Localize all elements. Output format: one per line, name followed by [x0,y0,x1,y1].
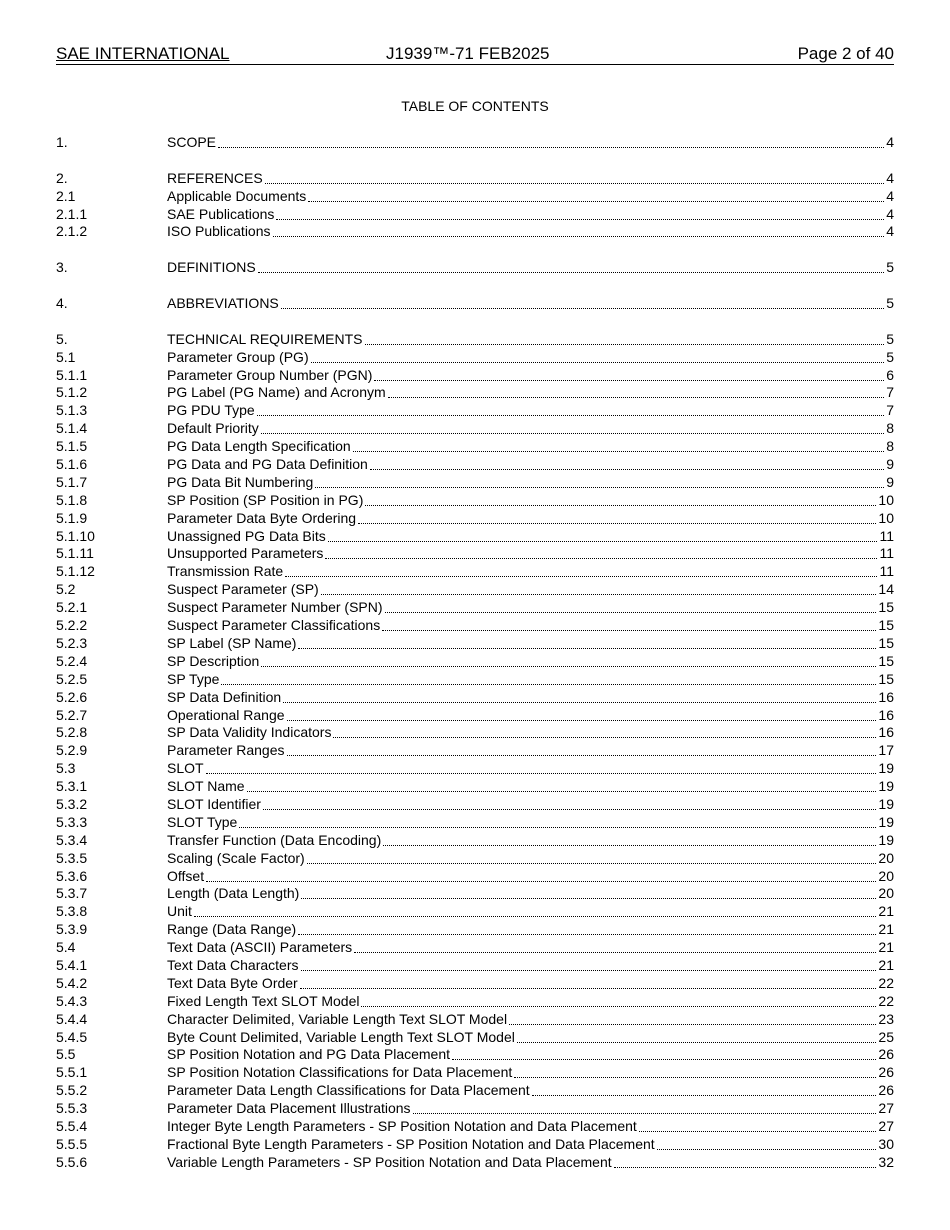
toc-entry-page: 15 [878,634,894,651]
toc-entry-title: Text Data Byte Order [167,974,298,991]
toc-entry-page: 20 [878,849,894,866]
toc-dot-leader [301,957,877,971]
toc-dot-leader [287,707,877,721]
toc-entry-number: 2.1 [56,187,76,204]
toc-entry-page: 7 [886,384,894,401]
toc-dot-leader [285,563,877,577]
toc-entry-page: 19 [878,795,894,812]
toc-entry-number: 5.1.1 [56,366,88,383]
toc-entry-page: 14 [878,581,894,598]
toc-entry[interactable] [56,545,894,563]
toc-entry[interactable] [56,707,894,725]
toc-entry-page: 22 [878,992,894,1009]
toc-entry-title: Transmission Rate [167,563,284,580]
toc-entry-title: Text Data Characters [167,956,299,973]
toc-entry-title: Parameter Data Byte Ordering [167,509,357,526]
header-page-number: Page 2 of 40 [797,44,894,63]
toc-entry[interactable] [56,563,894,581]
toc-dot-leader [657,1136,877,1150]
toc-entry-number: 5.3.4 [56,831,88,848]
toc-entry[interactable] [56,349,894,367]
toc-entry-title: Suspect Parameter Classifications [167,617,381,634]
toc-entry[interactable] [56,1082,894,1100]
toc-entry[interactable] [56,671,894,689]
toc-entry[interactable] [56,957,894,975]
toc-entry[interactable] [56,1029,894,1047]
toc-dot-leader [311,349,885,363]
toc-dot-leader [325,545,877,559]
toc-entry-number: 5.1 [56,348,76,365]
toc-entry-title: SLOT Name [167,778,245,795]
toc-entry[interactable] [56,885,894,903]
toc-entry-page: 9 [886,456,894,473]
toc-entry-number: 5.1.8 [56,491,88,508]
toc-entry[interactable] [56,635,894,653]
toc-entry-page: 4 [886,205,894,222]
toc-entry-number: 5.3.2 [56,795,88,812]
toc-entry[interactable] [56,993,894,1011]
toc-entry-page: 6 [886,366,894,383]
toc-entry-title: Parameter Data Placement Illustrations [167,1100,411,1117]
toc-entry-number: 5.3.7 [56,885,88,902]
toc-entry[interactable] [56,617,894,635]
toc-dot-leader [639,1118,877,1132]
toc-entry[interactable] [56,438,894,456]
toc-entry[interactable] [56,742,894,760]
toc-dot-leader [276,206,884,220]
toc-entry-number: 5.1.7 [56,473,88,490]
toc-entry-title: Variable Length Parameters - SP Position Notation and Data Placement [167,1153,612,1170]
toc-entry-number: 5.3 [56,760,76,777]
toc-entry-number: 5.2.2 [56,617,88,634]
toc-entry-number: 4. [56,295,68,312]
toc-dot-leader [365,492,876,506]
toc-dot-leader [261,420,884,434]
toc-entry-page: 11 [879,563,894,580]
toc-entry-number: 5.4.5 [56,1028,88,1045]
toc-entry-number: 5.1.6 [56,456,88,473]
toc-entry-number: 5.3.6 [56,867,88,884]
toc-heading: TABLE OF CONTENTS [401,98,549,114]
toc-entry[interactable] [56,599,894,617]
toc-entry[interactable] [56,331,894,349]
toc-entry-page: 21 [878,903,894,920]
toc-entry-number: 5.2.9 [56,742,88,759]
toc-entry-title: Parameter Group Number (PGN) [167,366,373,383]
toc-entry-page: 23 [878,1010,894,1027]
toc-entry-number: 5.2.1 [56,599,88,616]
toc-entry-number: 5.1.4 [56,420,88,437]
toc-entry-title: SP Data Validity Indicators [167,724,332,741]
toc-entry-number: 5.2.7 [56,706,88,723]
toc-dot-leader [298,635,876,649]
toc-entry-number: 2.1.1 [56,205,88,222]
toc-dot-leader [221,671,876,685]
toc-entry-title: SP Label (SP Name) [167,634,297,651]
toc-entry-page: 16 [878,688,894,705]
toc-dot-leader [263,796,877,810]
toc-entry-number: 5.1.11 [56,545,94,562]
toc-dot-leader [413,1100,877,1114]
page-header [56,44,894,65]
toc-entry[interactable] [56,832,894,850]
toc-entry-page: 21 [878,956,894,973]
toc-dot-leader [301,885,876,899]
toc-dot-leader [388,384,885,398]
toc-entry-title: PG Data and PG Data Definition [167,456,368,473]
toc-entry[interactable] [56,1011,894,1029]
toc-entry[interactable] [56,939,894,957]
toc-entry[interactable] [56,367,894,385]
toc-entry-page: 8 [886,438,894,455]
toc-entry-number: 5.1.12 [56,563,95,580]
toc-entry-page: 16 [878,724,894,741]
toc-entry-title: DEFINITIONS [167,259,256,276]
toc-entry[interactable] [56,778,894,796]
toc-entry-number: 5.1.10 [56,527,95,544]
toc-entry[interactable] [56,170,894,188]
toc-entry-title: Text Data (ASCII) Parameters [167,939,353,956]
toc-entry-title: Integer Byte Length Parameters - SP Position Notation and Data Placement [167,1117,637,1134]
toc-entry-page: 15 [878,599,894,616]
toc-entry-number: 5.2.8 [56,724,88,741]
toc-entry-number: 5.3.1 [56,778,88,795]
toc-entry-title: SLOT Type [167,813,238,830]
toc-entry[interactable] [56,1100,894,1118]
toc-entry-number: 5.1.2 [56,384,88,401]
toc-dot-leader [257,402,885,416]
toc-entry-title: REFERENCES [167,169,263,186]
toc-dot-leader [509,1011,876,1025]
toc-dot-leader [265,170,885,184]
toc-dot-leader [328,528,878,542]
toc-entry-title: ABBREVIATIONS [167,295,279,312]
toc-dot-leader [194,903,877,917]
toc-dot-leader [374,367,884,381]
toc-entry-number: 5.3.9 [56,921,88,938]
toc-entry-page: 21 [878,921,894,938]
toc-entry[interactable] [56,1136,894,1154]
toc-entry-title: SP Data Definition [167,688,282,705]
toc-dot-leader [308,188,884,202]
toc-entry[interactable] [56,689,894,707]
toc-entry-number: 5. [56,330,68,347]
toc-entry-title: SP Position Notation Classifications for Data Placement [167,1064,513,1081]
toc-dot-leader [307,850,877,864]
toc-entry-number: 5.3.8 [56,903,88,920]
toc-entry-number: 5.4.2 [56,974,88,991]
toc-entry-title: Length (Data Length) [167,885,300,902]
toc-entry-page: 21 [878,939,894,956]
toc-dot-leader [206,760,877,774]
toc-dot-leader [382,617,876,631]
toc-entry-title: SLOT [167,760,204,777]
toc-entry-title: Suspect Parameter (SP) [167,581,319,598]
toc-entry-page: 16 [878,706,894,723]
toc-entry[interactable] [56,1064,894,1082]
toc-dot-leader [281,295,884,309]
toc-entry-title: Range (Data Range) [167,921,297,938]
toc-entry-page: 10 [878,491,894,508]
toc-entry[interactable] [56,134,894,152]
toc-dot-leader [365,331,885,345]
toc-entry-title: SP Description [167,652,260,669]
toc-dot-leader [247,778,877,792]
toc-entry[interactable] [56,402,894,420]
toc-dot-leader [315,474,884,488]
toc-entry-page: 19 [878,760,894,777]
toc-entry-title: Parameter Ranges [167,742,285,759]
toc-entry[interactable] [56,492,894,510]
toc-entry-title: SCOPE [167,134,217,150]
toc-entry-page: 22 [878,974,894,991]
toc-entry-title: Applicable Documents [167,187,307,204]
toc-dot-leader [300,975,877,989]
toc-dot-leader [452,1046,876,1060]
toc-entry-title: Offset [167,867,205,884]
toc-entry-title: Fractional Byte Length Parameters - SP Position Notation and Data Placement [167,1135,655,1152]
toc-entry-number: 5.4.1 [56,956,88,973]
toc-entry-page: 5 [886,330,894,347]
toc-entry[interactable] [56,510,894,528]
toc-entry-title: SAE Publications [167,205,275,222]
toc-entry-title: ISO Publications [167,223,271,240]
toc-entry-number: 5.5.4 [56,1117,88,1134]
toc-entry-page: 20 [878,867,894,884]
toc-entry[interactable] [56,724,894,742]
toc-dot-leader [383,832,876,846]
toc-entry-title: PG Data Length Specification [167,438,351,455]
toc-entry-page: 17 [878,742,894,759]
toc-dot-leader [258,259,885,273]
header-document-id: J1939™-71 FEB2025 [386,44,550,63]
toc-entry[interactable] [56,456,894,474]
toc-entry-page: 19 [878,813,894,830]
toc-entry-title: Unassigned PG Data Bits [167,527,326,544]
toc-entry-title: Suspect Parameter Number (SPN) [167,599,383,616]
toc-entry-number: 5.4 [56,939,76,956]
toc-entry-number: 5.4.3 [56,992,88,1009]
header-publisher: SAE INTERNATIONAL [56,44,230,63]
toc-entry-number: 5.3.5 [56,849,88,866]
toc-entry-title: PG PDU Type [167,402,255,419]
toc-entry[interactable] [56,528,894,546]
toc-entry[interactable] [56,188,894,206]
toc-entry[interactable] [56,474,894,492]
toc-entry-number: 5.1.9 [56,509,88,526]
toc-entry-page: 11 [879,545,894,562]
toc-entry-title: Parameter Data Length Classifications for Data Placement [167,1082,530,1099]
toc-dot-leader [532,1082,877,1096]
toc-entry-title: Scaling (Scale Factor) [167,849,305,866]
toc-dot-leader [287,742,877,756]
toc-dot-leader [614,1154,877,1168]
toc-dot-leader [239,814,876,828]
toc-entry-page: 15 [878,617,894,634]
toc-dot-leader [298,921,876,935]
toc-entry-title: PG Data Bit Numbering [167,473,314,490]
toc-dot-leader [517,1029,877,1043]
toc-dot-leader [361,993,876,1007]
toc-entry-number: 5.4.4 [56,1010,88,1027]
toc-entry-page: 10 [878,509,894,526]
toc-entry-page: 9 [886,473,894,490]
toc-entry-number: 5.2.5 [56,670,88,687]
toc-entry-page: 5 [886,348,894,365]
toc-entry-page: 5 [886,259,894,276]
toc-entry[interactable] [56,206,894,224]
toc-entry-number: 2.1.2 [56,223,88,240]
toc-entry[interactable] [56,420,894,438]
toc-entry[interactable] [56,868,894,886]
toc-entry-title: Default Priority [167,420,259,437]
toc-dot-leader [261,653,876,667]
toc-entry-number: 5.5.1 [56,1064,88,1081]
table-of-contents [56,134,894,1172]
toc-entry-number: 5.3.3 [56,813,88,830]
toc-entry-page: 27 [878,1117,894,1134]
toc-entry-page: 19 [878,778,894,795]
toc-dot-leader [333,724,876,738]
toc-entry-number: 5.5.3 [56,1100,88,1117]
toc-entry-number: 5.5.6 [56,1153,88,1170]
toc-entry-title: Unit [167,903,192,920]
toc-entry-page: 26 [878,1046,894,1063]
toc-entry[interactable] [56,223,894,241]
toc-entry-title: TECHNICAL REQUIREMENTS [167,330,363,347]
toc-entry[interactable] [56,760,894,778]
toc-entry[interactable] [56,259,894,277]
toc-entry-page: 5 [886,295,894,312]
toc-entry-page: 30 [878,1135,894,1152]
toc-entry-page: 32 [878,1153,894,1170]
toc-entry-number: 5.2.3 [56,634,88,651]
toc-entry-page: 8 [886,420,894,437]
toc-entry-title: Operational Range [167,706,285,723]
toc-entry[interactable] [56,384,894,402]
toc-entry-number: 5.2.4 [56,652,88,669]
toc-entry-page: 11 [879,527,894,544]
toc-dot-leader [353,438,885,452]
toc-entry-number: 2. [56,169,68,186]
toc-entry[interactable] [56,295,894,313]
toc-dot-leader [283,689,876,703]
toc-dot-leader [321,581,877,595]
toc-entry-page: 26 [878,1082,894,1099]
toc-entry-title: Transfer Function (Data Encoding) [167,831,382,848]
toc-entry-page: 25 [878,1028,894,1045]
toc-entry-page: 15 [878,670,894,687]
toc-entry[interactable] [56,796,894,814]
toc-entry-number: 5.2 [56,581,76,598]
toc-dot-leader [218,134,884,148]
toc-entry-number: 5.1.5 [56,438,88,455]
toc-entry-title: SP Type [167,670,220,687]
toc-dot-leader [273,223,885,237]
toc-entry-number: 5.2.6 [56,688,88,705]
toc-entry-page: 4 [886,169,894,186]
toc-entry[interactable] [56,975,894,993]
toc-entry[interactable] [56,850,894,868]
toc-entry[interactable] [56,653,894,671]
toc-entry[interactable] [56,1118,894,1136]
toc-entry[interactable] [56,814,894,832]
toc-dot-leader [206,868,876,882]
toc-entry-title: PG Label (PG Name) and Acronym [167,384,386,401]
toc-dot-leader [370,456,884,470]
toc-entry-number: 5.1.3 [56,402,88,419]
toc-entry-title: Unsupported Parameters [167,545,324,562]
toc-entry-page: 4 [886,187,894,204]
toc-entry-page: 7 [886,402,894,419]
toc-dot-leader [385,599,877,613]
toc-entry-title: SP Position (SP Position in PG) [167,491,364,508]
toc-entry[interactable] [56,1046,894,1064]
toc-entry-page: 4 [886,223,894,240]
toc-entry[interactable] [56,581,894,599]
toc-dot-leader [358,510,876,524]
toc-entry[interactable] [56,921,894,939]
toc-entry-title: Fixed Length Text SLOT Model [167,992,360,1009]
toc-entry-number: 5.5.2 [56,1082,88,1099]
toc-entry-title: Byte Count Delimited, Variable Length Text SLOT Model [167,1028,515,1045]
toc-dot-leader [354,939,876,953]
toc-entry-number: 5.5.5 [56,1135,88,1152]
toc-entry-page: 19 [878,831,894,848]
toc-entry-page: 27 [878,1100,894,1117]
toc-entry-title: Character Delimited, Variable Length Text SLOT Model [167,1010,508,1027]
toc-entry[interactable] [56,1154,894,1172]
toc-dot-leader [514,1064,876,1078]
toc-entry-number: 5.5 [56,1046,76,1063]
toc-entry-page: 4 [886,134,894,150]
toc-entry-title: Parameter Group (PG) [167,348,309,365]
toc-entry-page: 26 [878,1064,894,1081]
toc-entry-number: 3. [56,259,68,276]
toc-entry-title: SP Position Notation and PG Data Placement [167,1046,451,1063]
toc-entry-page: 15 [878,652,894,669]
toc-entry-title: SLOT Identifier [167,795,261,812]
toc-entry-page: 20 [878,885,894,902]
toc-entry-number: 1. [56,134,68,150]
toc-entry[interactable] [56,903,894,921]
